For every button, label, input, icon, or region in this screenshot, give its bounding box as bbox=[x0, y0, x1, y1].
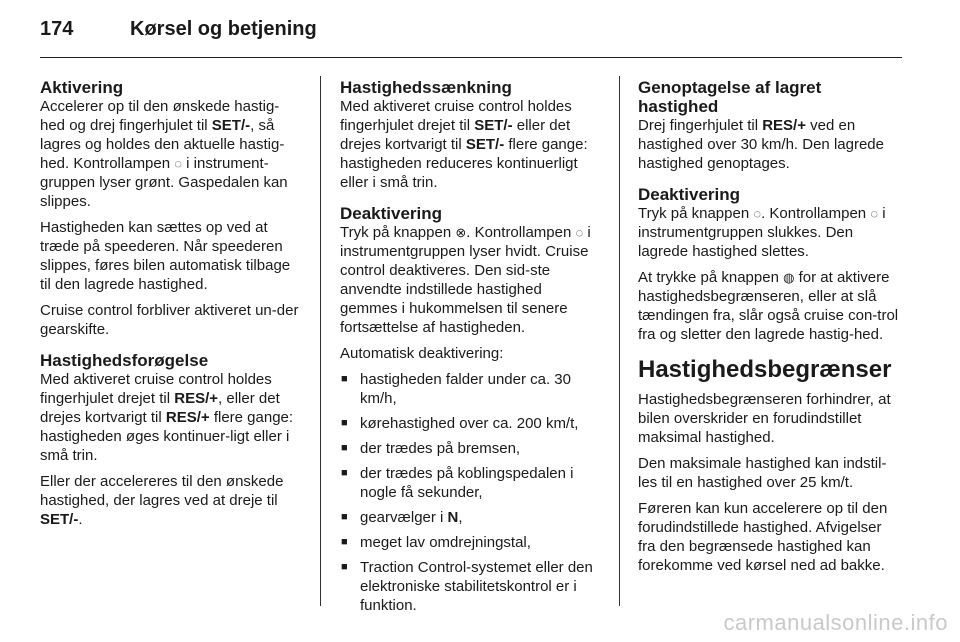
section-speed-increase bbox=[40, 351, 302, 529]
text: , så lagres og holdes den aktuelle hastig‐hed. Kontrollampen bbox=[40, 117, 285, 172]
column-divider-2 bbox=[619, 76, 620, 606]
text: . Kontrollampen bbox=[761, 205, 871, 222]
text: Med aktiveret cruise control holdes fingerhjulet drejet til bbox=[340, 98, 572, 134]
chapter-title-speed-limiter: Hastighedsbegrænser bbox=[638, 356, 892, 383]
paragraph: Føreren kan kun accelerere op til den forudindstillede hastighed. Afvigelser fra den begrænsede hastighed kan forekomme ved kørsel ned ad bakke. bbox=[638, 500, 888, 574]
text: flere gange: hastigheden reduceres kontinuerligt eller i små trin. bbox=[340, 136, 588, 191]
bold-term: SET/- bbox=[474, 117, 513, 134]
paragraph: Hastigheden kan sættes op ved at træde på speederen. Når speederen slippes, føres bilen automatisk tilbage til den lagrede hastighed. bbox=[40, 219, 291, 293]
text: . bbox=[78, 511, 83, 528]
column-2 bbox=[340, 78, 602, 627]
list-item: ■ Traction Control-systemet eller den elektroniske stabilitetskontrol er i funktion. bbox=[340, 558, 602, 615]
text: Tryk på knappen bbox=[340, 224, 456, 241]
paragraph: Cruise control forbliver aktiveret un‐der gearskifte. bbox=[40, 302, 299, 338]
paragraph bbox=[340, 97, 602, 192]
section-deactivation-2 bbox=[638, 185, 900, 344]
section-title-speed-decrease: Hastighedssænkning bbox=[340, 78, 512, 97]
section-speed-decrease bbox=[340, 78, 602, 192]
column-1 bbox=[40, 78, 302, 541]
bold-term: RES/+ bbox=[762, 117, 806, 134]
paragraph bbox=[638, 268, 900, 344]
bold-term: RES/+ bbox=[174, 390, 219, 407]
list-item: ■ der trædes på bremsen, bbox=[340, 439, 602, 458]
section-title-speed-increase: Hastighedsforøgelse bbox=[40, 351, 209, 370]
text: i instrument‐gruppen lyser grønt. Gaspedalen kan slippes. bbox=[40, 155, 288, 210]
text: . Kontrollampen bbox=[466, 224, 576, 241]
bold-term: SET/- bbox=[40, 511, 79, 528]
list-item: ■ hastigheden falder under ca. 30 km/h, bbox=[340, 370, 602, 408]
cruise-control-lamp-icon: ◌ bbox=[870, 206, 879, 221]
bold-term: RES/+ bbox=[165, 409, 210, 426]
speed-limiter-icon: ◍ bbox=[783, 270, 795, 285]
bold-term: SET/- bbox=[465, 136, 505, 153]
text: Drej fingerhjulet til bbox=[638, 117, 763, 134]
section-resume-speed bbox=[638, 78, 900, 173]
text: flere gange: hastigheden øges kontinuer‐ligt eller i små trin. bbox=[40, 409, 294, 464]
paragraph: Hastighedsbegrænseren forhindrer, at bilen overskrider en forudindstillet maksimal hastighed. bbox=[638, 391, 891, 446]
text: i instrumentgruppen lyser hvidt. Cruise control deaktiveres. Den sid‐ste anvendte indstillede hastighed gemmes i hukommelsen til senere fortsættelse af hastigheden. bbox=[340, 224, 591, 336]
text: Accelerer op til den ønskede hastig‐hed og drej fingerhjulet til bbox=[40, 98, 280, 134]
bold-term: SET/- bbox=[211, 117, 251, 134]
paragraph bbox=[40, 472, 302, 529]
cancel-button-icon: ⊗ bbox=[455, 225, 467, 240]
section-title-deactivation: Deaktivering bbox=[340, 204, 443, 223]
text: i instrumentgruppen slukkes. Den lagrede hastighed slettes. bbox=[638, 205, 886, 260]
text: eller det drejes kortvarigt til bbox=[340, 117, 571, 153]
auto-deactivation-list bbox=[340, 370, 602, 615]
paragraph bbox=[638, 116, 900, 173]
paragraph: Den maksimale hastighed kan indstil‐les til en hastighed over 25 km/t. bbox=[638, 455, 887, 491]
page-number: 174 bbox=[40, 18, 74, 40]
text: ved en hastighed over 30 km/h. Den lagrede hastighed genoptages. bbox=[638, 117, 884, 172]
text: , eller det drejes kortvarigt til bbox=[40, 390, 280, 426]
text: gearvælger i bbox=[360, 509, 448, 526]
bold-term: N bbox=[447, 509, 459, 526]
text: Med aktiveret cruise control holdes fingerhjulet drejet til bbox=[40, 371, 272, 407]
list-item: ■ meget lav omdrejningstal, bbox=[340, 533, 602, 552]
paragraph bbox=[340, 223, 602, 337]
section-title-activation: Aktivering bbox=[40, 78, 124, 97]
watermark: carmanualsonline.info bbox=[723, 610, 948, 635]
header-rule bbox=[40, 57, 902, 58]
column-divider-1 bbox=[320, 76, 321, 606]
text: At trykke på knappen bbox=[638, 269, 784, 286]
text: , bbox=[458, 509, 463, 526]
section-speed-limiter bbox=[638, 356, 900, 575]
paragraph bbox=[40, 97, 302, 211]
page-title: Kørsel og betjening bbox=[130, 18, 317, 40]
section-title-resume-speed: Genoptagelse af lagret hastighed bbox=[638, 78, 822, 116]
section-title-deactivation: Deaktivering bbox=[638, 185, 741, 204]
section-activation bbox=[40, 78, 302, 339]
text: Eller der accelereres til den ønskede hastighed, der lagres ved at dreje til bbox=[40, 473, 284, 509]
paragraph bbox=[638, 204, 900, 261]
cruise-control-lamp-icon: ◌ bbox=[174, 156, 182, 171]
text: Tryk på knappen bbox=[638, 205, 754, 222]
paragraph bbox=[40, 370, 302, 465]
paragraph: Automatisk deaktivering: bbox=[340, 345, 504, 362]
list-item: ■ kørehastighed over ca. 200 km/t, bbox=[340, 414, 602, 433]
list-item bbox=[340, 508, 602, 527]
text: for at aktivere hastighedsbegrænseren, eller at slå tændingen fra, slår også cruise con‐trol fra og sletter den lagrede hastig‐hed. bbox=[638, 269, 899, 343]
section-deactivation bbox=[340, 204, 602, 615]
list-item: ■ der trædes på koblingspedalen i nogle få sekunder, bbox=[340, 464, 602, 502]
cruise-control-lamp-icon: ◌ bbox=[575, 225, 584, 240]
cruise-control-button-icon: ◌ bbox=[753, 206, 762, 221]
column-3 bbox=[638, 78, 900, 587]
